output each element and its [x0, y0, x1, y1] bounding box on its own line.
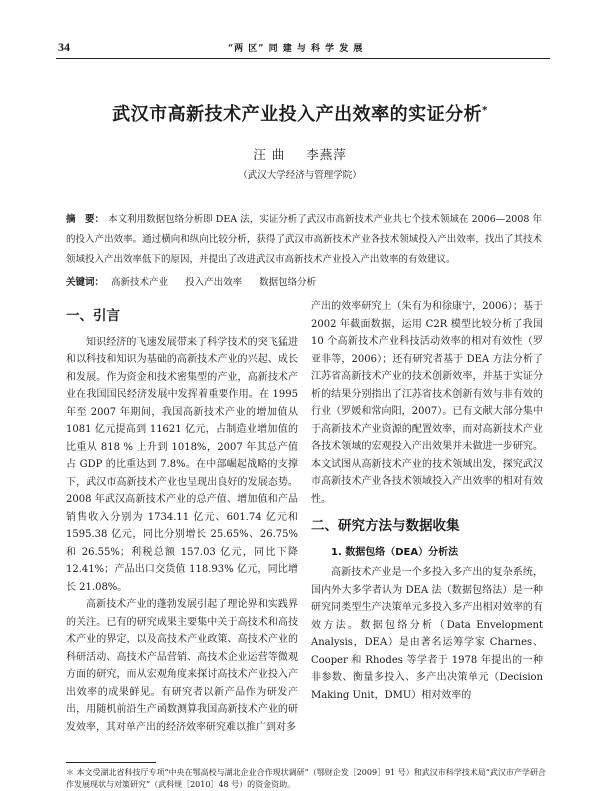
title-text: 武汉市高新技术产业投入产出效率的实证分析 — [112, 104, 483, 125]
section-2-subheading: 1. 数据包络（DEA）分析法 — [331, 546, 459, 558]
affiliation: （武汉大学经济与管理学院） — [238, 170, 362, 181]
keywords-label: 关键词： — [66, 277, 105, 288]
article-title — [40, 100, 560, 126]
keyword: 投入产出效率 — [185, 277, 243, 288]
right-column — [311, 298, 543, 704]
keyword: 数据包络分析 — [259, 277, 317, 288]
section-2-paragraph-1: 高新技术产业是一个多投入多产出的复杂系统，国内外大多学者认为 DEA 法（数据包络法）是一种研究同类型生产决策单元多投入多产出相对效率的有效方法。数据包络分析（Data Envelopment Analysis，DEA）是由著名运筹学家 Charnes、Cooper 和 Rhodes 等学者于 1978 年提出的一种非参数、衡量多投入、多产出决策单元（Decision Making Unit，DMU）相对效率的 — [311, 567, 543, 701]
author-1: 汪 曲 — [253, 147, 286, 162]
authors — [0, 145, 600, 163]
section-2-heading: 二、研究方法与数据收集 — [311, 518, 460, 534]
section-1-paragraph-1: 知识经济的飞速发展带来了科学技术的突飞猛进和以科技和知识为基础的高新技术产业的兴起、成长和发展。作为资金和技术密集型的产业，高新技术产业在我国国民经济发展中发挥着重要作用。在 1995 年至 2007 年期间，我国高新技术产业的增加值从 1081 亿元提高到 11621 亿元，占制造业增加值的比重从 818 % 上升到 1018%，2007 年其总产值占 GDP 的比重达到 7.8%。在中部崛起战略的支撑下，武汉市高新技术产业也呈现出良好的发展态势。2008 年武汉高新技术产业的总产值、增加值和产品销售收入分别为 1734.11 亿元、601.74 亿元和 1595.38 亿元，同比分别增长 25.65%、26.75% 和 26.55%；利税总额 157.03 亿元，同比下降 12.41%；产品出口交货值 118.93% 亿元，同比增长 21.08%。 — [66, 336, 298, 593]
section-1-heading: 一、引言 — [66, 308, 120, 324]
abstract — [66, 210, 542, 270]
keywords — [66, 274, 542, 288]
section-1-paragraph-2: 高新技术产业的蓬勃发展引起了理论界和实践界的关注。已有的研究成果主要集中关于高技术和高技术产业的界定，以及高技术产业政策、高技术产业的科研活动、高技术产品营销、高技术企业运营等微观方面的研究，而从宏观角度来探讨高技术产业投入产出效率的成果鲜见。有研究者以新产品作为研发产出，用随机前沿生产函数测算我国高新技术产业的研发效率，其对单产出的经济效率研究难以推广到对多 — [66, 599, 298, 733]
author-2: 李燕萍 — [306, 147, 347, 162]
abstract-label: 摘 要： — [66, 214, 105, 225]
header-rule — [56, 58, 550, 59]
page-number: 34 — [58, 40, 70, 54]
abstract-text: 本文利用数据包络分析即 DEA 法，实证分析了武汉市高新技术产业共七个技术领域在 2006—2008 年的投入产出效率。通过横向和纵向比较分析，获得了武汉市高新技术产业各技术领域投入产出效率，找出了其技术领域投入产出效率低下的原因，并提出了改进武汉市高新技术产业投入产出效率的有效建议。 — [66, 214, 542, 265]
section-1-paragraph-2-continued: 产出的效率研究上（朱有为和徐康宁，2006）；基于 2002 年截面数据，运用 C2R 模型比较分析了我国 10 个高新技术产业科技活动效率的相对有效性（罗亚非等，2006）；还有研究者基于 DEA 方法分析了江苏省高新技术产业的技术创新效率，并基于实证分析的结果分别指出了江苏省技术创新有效与非有效的行业（罗媛和常向阳，2007）。已有文献大部分集中于高新技术产业资源的配置效率，而对高新技术产业各技术领域的宏观投入产出效果并未做进一步研究。本文试图从高新技术产业的技术领域出发，探究武汉市高新技术产业各技术领域投入产出效率的相对有效性。 — [311, 301, 543, 505]
footnote-rule — [66, 762, 156, 763]
footnote: ＊ 本文受湖北省科技厅专项“中央在鄂高校与湖北企业合作现状调研”（鄂财企发［2009］91 号）和武汉市科学技术局“武汉市产学研合作发展现状与对策研究”（武科规［2010］48 号）的资金资助。 — [66, 768, 546, 789]
keyword: 高新技术产业 — [111, 277, 169, 288]
running-header: “两 区” 同 建 与 科 学 发 展 — [228, 44, 364, 54]
left-column — [66, 298, 298, 736]
title-footnote-mark: * — [482, 105, 488, 116]
